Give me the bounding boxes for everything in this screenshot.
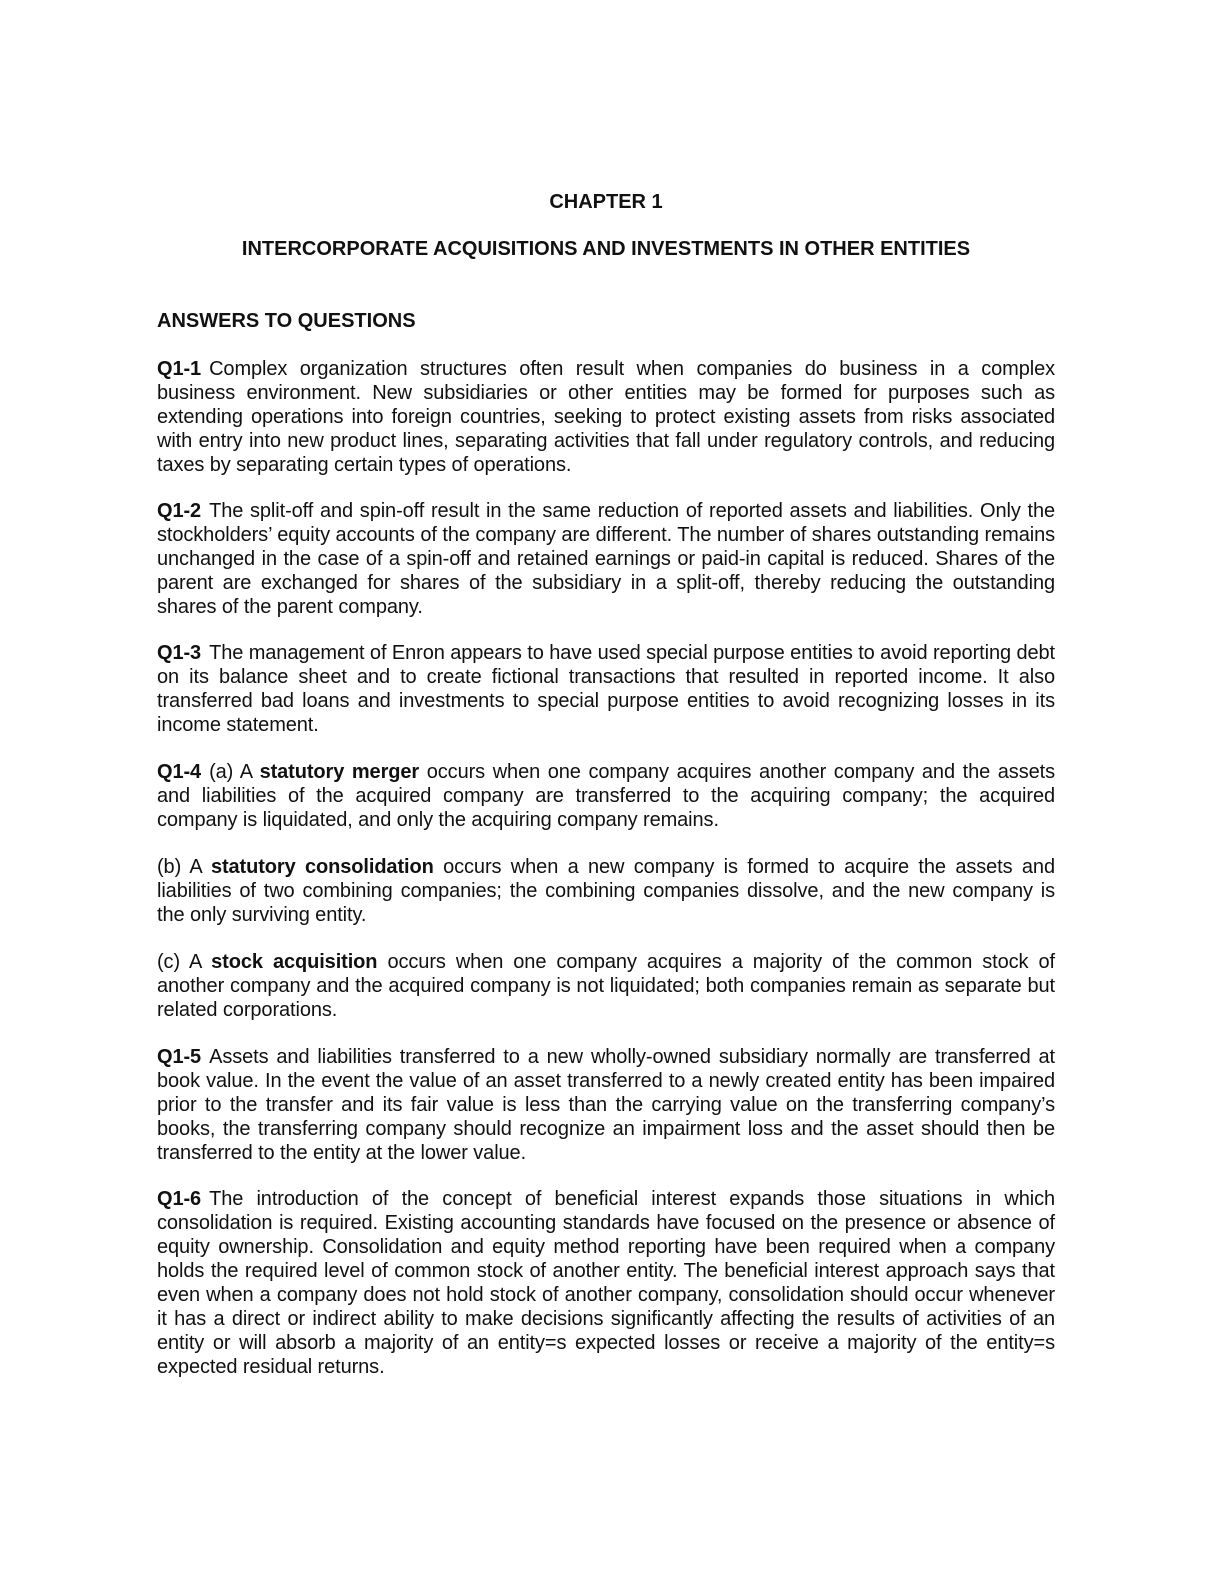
question-id: Q1-6 — [157, 1188, 202, 1210]
answer-q1-4b — [157, 855, 1055, 927]
term-stock-acquisition: stock acquisition — [211, 951, 378, 973]
term-statutory-merger: statutory merger — [259, 761, 420, 783]
question-id: Q1-1 — [157, 358, 202, 380]
term-statutory-consolidation: statutory consolidation — [210, 856, 434, 878]
section-heading: ANSWERS TO QUESTIONS — [157, 310, 416, 332]
question-id: Q1-2 — [157, 500, 202, 522]
answer-q1-1 — [157, 357, 1055, 477]
question-id: Q1-3 — [157, 642, 202, 664]
answer-q1-3 — [157, 641, 1055, 737]
chapter-title: CHAPTER 1 — [549, 191, 663, 213]
answer-q1-4a — [157, 760, 1055, 832]
answer-text: The introduction of the concept of beneficial interest expands those situations in which consolidation is required. Existing accounting standards have focused on the presence or absence of equity ownership. Consolidation and equity method reporting have been required when a company holds the required level of common stock of another entity. The beneficial interest approach says that even when a company does not hold stock of another company, consolidation should occur whenever it has a direct or indirect ability to make decisions significantly affecting the results of activities of an entity or will absorb a majority of an entity=s expected losses or receive a majority of the entity=s expected residual returns. — [157, 1188, 1055, 1378]
part-prefix: (a) A — [209, 761, 252, 783]
answer-q1-4c — [157, 950, 1055, 1022]
answer-text: The split-off and spin-off result in the same reduction of reported assets and liabilities. Only the stockholders’ equity accounts of the company are different. The number of shares outstanding remains unchanged in the case of a spin-off and retained earnings or paid-in capital is reduced. Shares of the parent are exchanged for shares of the subsidiary in a split-off, thereby reducing the outstanding shares of the parent company. — [157, 500, 1055, 618]
answer-text: occurs when one company acquires another company and the assets and liabilities of the acquired company are transferred to the acquiring company; the acquired company is liquidated, and only the acquiring company remains. — [157, 761, 1055, 831]
answer-text: occurs when a new company is formed to acquire the assets and liabilities of two combining companies; the combining companies dissolve, and the new company is the only surviving entity. — [157, 856, 1055, 926]
answer-text: The management of Enron appears to have used special purpose entities to avoid reporting debt on its balance sheet and to create fictional transactions that resulted in reported income. It also transferred bad loans and investments to special purpose entities to avoid recognizing losses in its income statement. — [157, 642, 1055, 736]
part-prefix: (c) A — [157, 951, 202, 973]
answer-q1-2 — [157, 499, 1055, 619]
answer-text: occurs when one company acquires a majority of the common stock of another company and the acquired company is not liquidated; both companies remain as separate but related corporations. — [157, 951, 1055, 1021]
answer-q1-5 — [157, 1045, 1055, 1165]
answer-q1-6 — [157, 1187, 1055, 1379]
question-id: Q1-5 — [157, 1046, 202, 1068]
answer-text: Assets and liabilities transferred to a new wholly-owned subsidiary normally are transferred at book value. In the event the value of an asset transferred to a newly created entity has been impaired prior to the transfer and its fair value is less than the carrying value on the transferring company’s books, the transferring company should recognize an impairment loss and the asset should then be transferred to the entity at the lower value. — [157, 1046, 1055, 1164]
part-prefix: (b) A — [157, 856, 202, 878]
question-id: Q1-4 — [157, 761, 202, 783]
answer-text: Complex organization structures often result when companies do business in a complex business environment. New subsidiaries or other entities may be formed for purposes such as extending operations into foreign countries, seeking to protect existing assets from risks associated with entry into new product lines, separating activities that fall under regulatory controls, and reducing taxes by separating certain types of operations. — [157, 358, 1055, 476]
chapter-subtitle: INTERCORPORATE ACQUISITIONS AND INVESTMENTS IN OTHER ENTITIES — [241, 238, 971, 260]
